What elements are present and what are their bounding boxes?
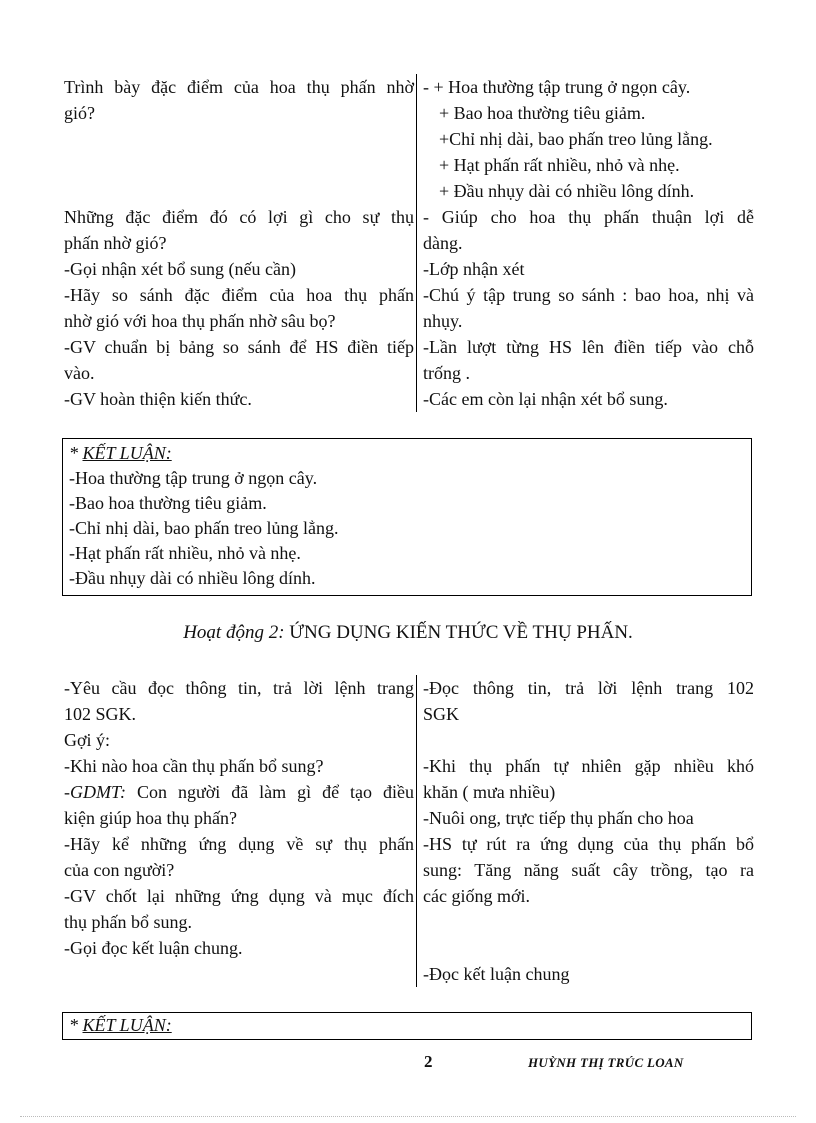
conclusion-heading	[69, 441, 745, 466]
student-line: -Các em còn lại nhận xét bổ sung.	[423, 389, 668, 409]
student-line: -Đọc kết luận chung	[423, 964, 570, 984]
activity2-table	[64, 675, 754, 987]
student-line: khăn ( mưa nhiều)	[423, 782, 556, 802]
teacher-line: -Hãy kể những ứng dụng về sự thụ phấn	[64, 834, 414, 854]
student-line: -Đọc thông tin, trả lời lệnh trang 102	[423, 678, 754, 698]
student-line: +Chỉ nhị dài, bao phấn treo lủng lẳng.	[439, 129, 713, 149]
student-line: -Chú ý tập trung so sánh : bao hoa, nhị và	[423, 285, 754, 305]
student-line: + Đầu nhụy dài có nhiều lông dính.	[439, 181, 695, 201]
spacer	[64, 152, 414, 178]
spacer	[423, 909, 754, 935]
student-line: + Bao hoa thường tiêu giảm.	[439, 103, 646, 123]
conclusion-title: KẾT LUẬN:	[82, 443, 172, 463]
spacer	[64, 178, 414, 204]
activity-title: ỨNG DỤNG KIẾN THỨC VỀ THỤ PHẤN.	[284, 622, 633, 643]
teacher-line: Trình bày đặc điểm của hoa thụ phấn nhờ	[64, 77, 414, 97]
student-line: trống .	[423, 363, 470, 383]
activity-heading	[0, 622, 816, 644]
teacher-line: gió?	[64, 103, 95, 123]
teacher-line: vào.	[64, 363, 95, 383]
student-column	[416, 675, 754, 987]
spacer	[423, 935, 754, 961]
student-line: -Khi thụ phấn tự nhiên gặp nhiều khó	[423, 756, 754, 776]
teacher-column	[64, 74, 416, 412]
conclusion-heading	[69, 1013, 745, 1038]
student-line: -Lần lượt từng HS lên điền tiếp vào chỗ	[423, 337, 754, 357]
student-line: - Giúp cho hoa thụ phấn thuận lợi dễ	[423, 207, 754, 227]
student-line: SGK	[423, 704, 460, 724]
student-line: - + Hoa thường tập trung ở ngọn cây.	[423, 77, 691, 97]
student-line: + Hạt phấn rất nhiều, nhỏ và nhẹ.	[439, 155, 680, 175]
conclusion-item: -Bao hoa thường tiêu giảm.	[69, 493, 267, 513]
page-number: 2	[424, 1052, 433, 1071]
conclusion-item: -Hoa thường tập trung ở ngọn cây.	[69, 468, 318, 488]
spacer	[64, 126, 414, 152]
teacher-line: -Gọi đọc kết luận chung.	[64, 938, 243, 958]
teacher-line	[64, 779, 414, 805]
activity1-table	[64, 74, 754, 412]
student-line: dàng.	[423, 233, 463, 253]
author-name: HUỲNH THỊ TRÚC LOAN	[528, 1055, 684, 1070]
student-line: nhụy.	[423, 311, 463, 331]
student-line: -HS tự rút ra ứng dụng của thụ phấn bổ	[423, 834, 754, 854]
teacher-line: -Hãy so sánh đặc điểm của hoa thụ phấn	[64, 285, 414, 305]
asterisk: *	[69, 1015, 83, 1035]
conclusion-box	[62, 1012, 752, 1040]
asterisk: *	[69, 443, 83, 463]
teacher-line: nhờ gió với hoa thụ phấn nhờ sâu bọ?	[64, 311, 336, 331]
activity-label: Hoạt động 2:	[183, 622, 285, 643]
teacher-line: Gợi ý:	[64, 730, 111, 750]
teacher-line: kiện giúp hoa thụ phấn?	[64, 808, 237, 828]
student-line: các giống mới.	[423, 886, 530, 906]
teacher-line: -Gọi nhận xét bổ sung (nếu cần)	[64, 259, 296, 279]
page-edge-divider	[20, 1116, 796, 1117]
teacher-line: -Yêu cầu đọc thông tin, trả lời lệnh trang	[64, 678, 414, 698]
student-line: -Nuôi ong, trực tiếp thụ phấn cho hoa	[423, 808, 694, 828]
gdmt-text: Con người đã làm gì để tạo điều	[126, 782, 414, 802]
conclusion-item: -Đầu nhụy dài có nhiều lông dính.	[69, 568, 316, 588]
student-line: -Lớp nhận xét	[423, 259, 525, 279]
conclusion-item: -Chỉ nhị dài, bao phấn treo lủng lẳng.	[69, 518, 339, 538]
teacher-line: thụ phấn bổ sung.	[64, 912, 192, 932]
teacher-line: -GV chuẩn bị bảng so sánh để HS điền tiếp	[64, 337, 414, 357]
dash: -	[64, 782, 70, 802]
conclusion-item: -Hạt phấn rất nhiều, nhỏ và nhẹ.	[69, 543, 301, 563]
teacher-line: 102 SGK.	[64, 704, 137, 724]
teacher-line: của con người?	[64, 860, 175, 880]
teacher-line: phấn nhờ gió?	[64, 233, 167, 253]
spacer	[423, 727, 754, 753]
teacher-line: -Khi nào hoa cần thụ phấn bổ sung?	[64, 756, 324, 776]
teacher-line: Những đặc điểm đó có lợi gì cho sự thụ	[64, 207, 414, 227]
conclusion-box	[62, 438, 752, 596]
teacher-column	[64, 675, 416, 987]
student-column	[416, 74, 754, 412]
teacher-line: -GV chốt lại những ứng dụng và mục đích	[64, 886, 414, 906]
teacher-line: -GV hoàn thiện kiến thức.	[64, 389, 252, 409]
conclusion-title: KẾT LUẬN:	[82, 1015, 172, 1035]
gdmt-label: GDMT:	[70, 782, 127, 802]
student-line: sung: Tăng năng suất cây trồng, tạo ra	[423, 860, 754, 880]
